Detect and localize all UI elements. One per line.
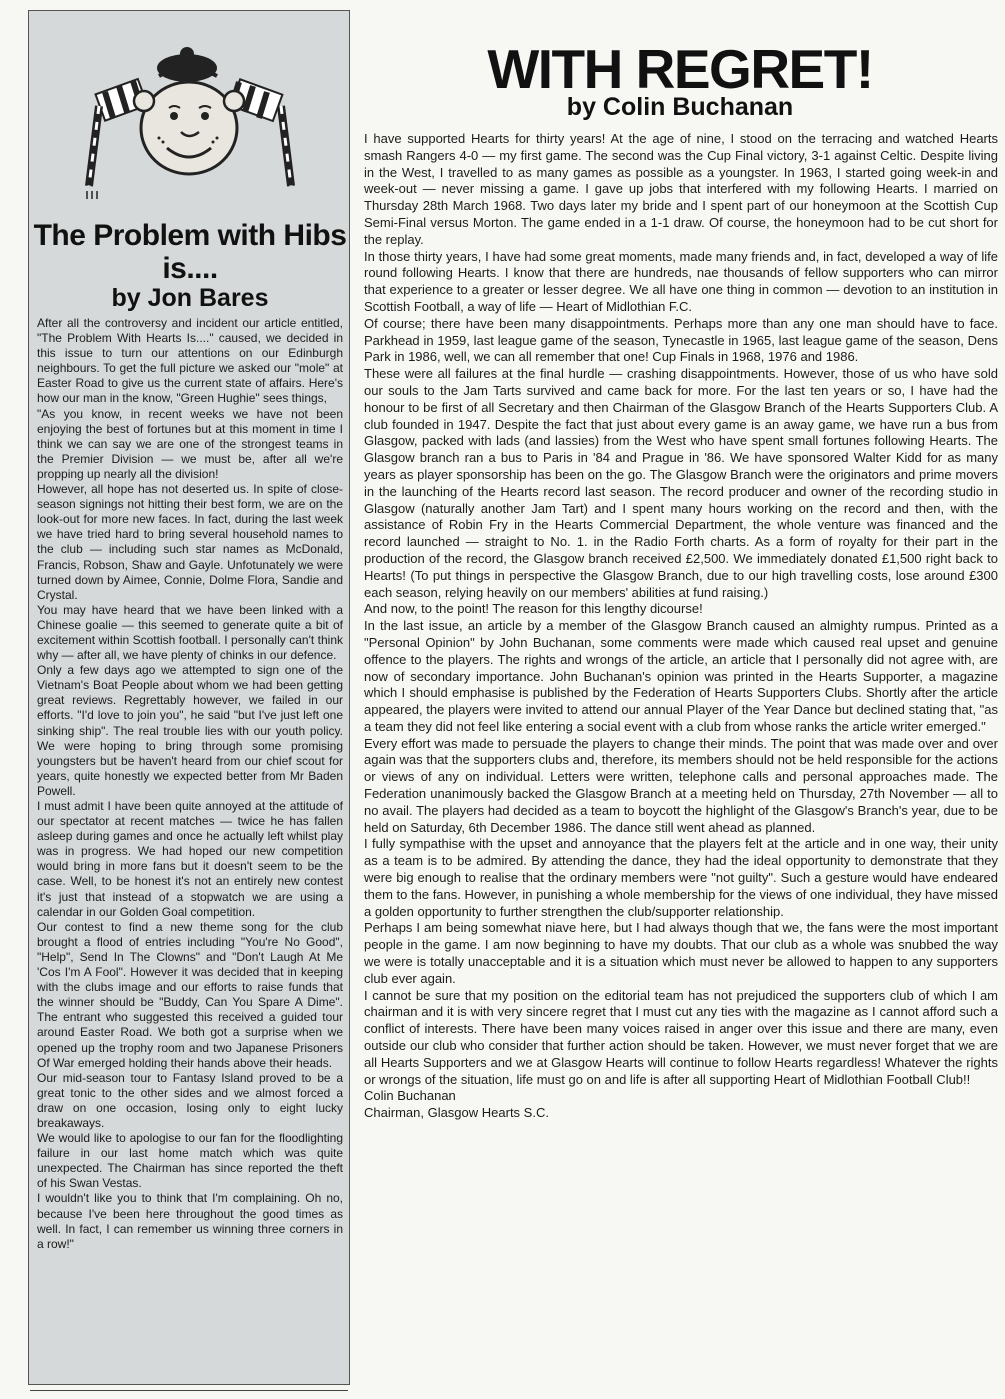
- sidebar-paragraph: We would like to apologise to our fan for the floodlighting failure in our last home match which was quite unexpected. The Chairman has since reported the theft of his Swan Vestas.: [37, 1131, 343, 1191]
- sidebar-paragraph: However, all hope has not deserted us. In spite of close-season signings not hitting their best form, we are on the look-out for more new faces. In fact, during the last week we have tried hard to bring several household names to the club — including such star names as McDonald, Francis, Robson, Shaw and Gayle. Unfotunately we were turned down by Aimee, Connie, Dolme Flora, Sandie and Crystal.: [37, 482, 343, 602]
- sidebar-box: [28, 10, 350, 1385]
- article-title: WITH REGRET!: [487, 38, 873, 100]
- article-paragraph: Every effort was made to persuade the players to change their minds. The point that was made over and over again was that the supporters clubs and, therefore, its members should not be held responsible for the actions or views of any on individual. Letters were written, telephone calls and personal approaches made. The Federation unanimously backed the Glasgow Branch at a meeting held on Thursday, 27th November — all to no avail. The players had decided as a team to boycott the highlight of the Glasgow's Branch's year, due to be held on Saturday, 6th December 1986. The dance still went ahead as planned.: [364, 735, 998, 835]
- sidebar-paragraph: Our contest to find a new theme song for the club brought a flood of entries including "You're No Good", "Help", Send In The Clowns" and "Don't Laugh At Me 'Cos I'm A Fool". However it was decided that in keeping with the clubs image and our efforts to raise funds that the winner should be "Buddy, Can You Spare A Dime". The entrant who suggested this received a guided tour around Easter Road. We both got a surprise when we opened up the trophy room and two Japanese Prisoners Of War emerged holding their hands above their heads.: [37, 919, 343, 1070]
- sidebar-paragraph: I wouldn't like you to think that I'm complaining. Oh no, because I've been here throughout the good times as well. In fact, I can remember us winning three corners in a row!": [37, 1191, 343, 1251]
- sidebar-body: [37, 316, 343, 1252]
- sidebar-paragraph: I must admit I have been quite annoyed at the attitude of our spectator at recent matches — twice he has fallen asleep during games and once he actually left whilst play was in progress. We had hoped our new competition would bring in more fans but it doesn't seem to be the case. Well, to be honest it's not an entirely new contest it's just that instead of a stopwatch we are using a calendar in our Golden Goal competition.: [37, 799, 343, 919]
- article-paragraph: I fully sympathise with the upset and annoyance that the players felt at the article and in one way, their unity as a team is to be admired. By attending the dance, they had the ideal opportunity to demonstrate that they were big enough to realise that the ordinary members were "not guilty". Such a gesture would have endeared them to the fans. However, in punishing a whole membership for the views of one individual, they have missed a golden opportunity to further strengthen the club/supporter relationship.: [364, 836, 998, 919]
- article-paragraph: Perhaps I am being somewhat niave here, but I had always though that we, the fans were the most important people in the game. I am now beginning to have my doubts. That our club as a whole was snubbed the way we were is totally unacceptable and it is a situation which must never be allowed to happen to any supporters club ever again.: [364, 920, 998, 986]
- article-paragraph: These were all failures at the final hurdle — crashing disappointments. However, those of us who have sold our souls to the Jam Tarts survived and came back for more. For the last ten years or so, I have had the honour to be first of all Secretary and then Chairman of the Glasgow Branch of the Hearts Supporters Club. A club founded in 1947. Despite the fact that just about every game is an away game, we have run a bus from Glasgow, packed with lads (and lassies) from the West who have spent small fortunes following Hearts. The Glasgow branch ran a bus to Paris in '84 and Prague in '86. We have sponsored Walter Kidd for as many years as player sponsorship has been on the go. The Glasgow Branch were the originators and prime movers in the launching of the Hearts record last season. The record producer and owner of the recording studio in Glasgow (naturally another Jam Tart) and I spent many hours working on the record and then, with the assistance of Robin Fry in the Hearts Commercial Department, the whole venture was financed and the record launched — straight to No. 1. in the Radio Forth charts. As a form of royalty for their part in the production of the record, the Glasgow branch received £2,500. We immediately donated £1,500 right back to Hearts! (To put things in perspective the Glasgow Branch, due to our high travelling costs, lose around £300 each season, relying heavily on our members' abilities at fund raising.): [364, 366, 998, 600]
- sidebar-byline: by Jon Bares: [111, 284, 269, 312]
- signature-name: Colin Buchanan: [364, 1088, 456, 1104]
- cartoon-fan-with-scarf-illustration: [59, 46, 319, 211]
- signature-role: Chairman, Glasgow Hearts S.C.: [364, 1105, 549, 1121]
- article-body: [364, 131, 998, 1122]
- sidebar-paragraph: After all the controversy and incident our article entitled, "The Problem With Hearts Is...." caused, we decided in this issue to turn our attentions on our Edinburgh neighbours. To get the full picture we asked our "mole" at Easter Road to give us the current state of affairs. Here's how our man in the know, "Green Hughie" sees things,: [37, 316, 343, 406]
- sidebar-paragraph: "As you know, in recent weeks we have not been enjoying the best of fortunes but at this moment in time I think we can say we are one of the strongest teams in the Premier Division — we must be, after all we're propping up nearly all the division!: [37, 406, 343, 481]
- article-paragraph: In those thirty years, I have had some great moments, made many friends and, in fact, developed a way of life round following Hearts. I know that there are hundreds, nae thousands of fellow supporters who can mirror that experience to a greater or lesser degree. We all have one thing in common — devotion to an institution in Scottish Football, a way of life — Heart of Midlothian F.C.: [364, 248, 998, 314]
- bottom-rule: [30, 1390, 348, 1391]
- article-paragraph: I have supported Hearts for thirty years! At the age of nine, I stood on the terracing and watched Hearts smash Rangers 4-0 — my first game. The second was the Cup Final victory, 3-1 against Celtic. Despite living in the West, I travelled to as many games as possible as a youngster. In 1963, I started going week-in and week-out — never missing a game. I gave up jobs that interfered with my following Hearts. I married on Thursday 28th March 1968. Two days later my bride and I spent part of our honeymoon at the Scottish Cup Semi-Final versus Morton. The game ended in a 1-1 draw. Of course, the honeymoon had to be cut short for the replay.: [364, 131, 998, 247]
- sidebar-title: The Problem with Hibs is....: [33, 219, 347, 285]
- sidebar-paragraph: Only a few days ago we attempted to sign one of the Vietnam's Boat People about whom we had been getting great reviews. Regrettably however, we failed in our efforts. "I'd love to join you", he said "but I've just left one sinking ship". The real trouble lies with our youth policy. We were hoping to bring through some promising youngsters but be haven't heard from our chief scout for years, quite honestly we expected better from Mr Baden Powell.: [37, 663, 343, 798]
- article-byline: by Colin Buchanan: [566, 93, 794, 121]
- article-paragraph: I cannot be sure that my position on the editorial team has not prejudiced the supporters club of which I am chairman and it is with very sincere regret that I must cut any ties with the magazine as I cannot afford such a conflict of interests. There have been many voices raised in anger over this issue and there are many, even outside our club who consider that further action should be taken. However, we must never forget that we are all Hearts Supporters and we at Glasgow Hearts will continue to follow Hearts regardless! Whatever the rights or wrongs of the situation, life must go on and life is after all supporting Heart of Midlothian Football Club!!: [364, 987, 998, 1087]
- article-paragraph: And now, to the point! The reason for this lengthy dicourse!: [364, 601, 703, 617]
- article-paragraph: Of course; there have been many disappointments. Perhaps more than any one man should have to face. Parkhead in 1959, last league game of the season, Tynecastle in 1965, last league game of the season, Dens Park in 1986, well, we can all remember that one! Cup Finals in 1968, 1976 and 1986.: [364, 315, 998, 365]
- article-paragraph: In the last issue, an article by a member of the Glasgow Branch caused an almighty rumpus. Printed as a "Personal Opinion" by John Buchanan, some comments were made which caused real upset and genuine offence to the players. The rights and wrongs of the article, an article that I personally did not agree with, are now of secondary importance. John Buchanan's opinion was printed in the Hearts Supporter, a magazine which I should emphasise is published by the Federation of Hearts Supporters Clubs. Shortly after the article appeared, the players were invited to attend our annual Player of the Year Dance but declined stating that, "as a team they did not feel like entering a social event with a club from whose ranks the article writer emerged.": [364, 618, 998, 734]
- sidebar-paragraph: Our mid-season tour to Fantasy Island proved to be a great tonic to the other sides and we almost forced a draw on one occasion, losing only to eight lucky breakaways.: [37, 1070, 343, 1130]
- sidebar-paragraph: You may have heard that we have been linked with a Chinese goalie — this seemed to generate quite a bit of excitement within Scottish football. I personally can't think why — after all, we have plenty of chinks in our defence.: [37, 602, 343, 663]
